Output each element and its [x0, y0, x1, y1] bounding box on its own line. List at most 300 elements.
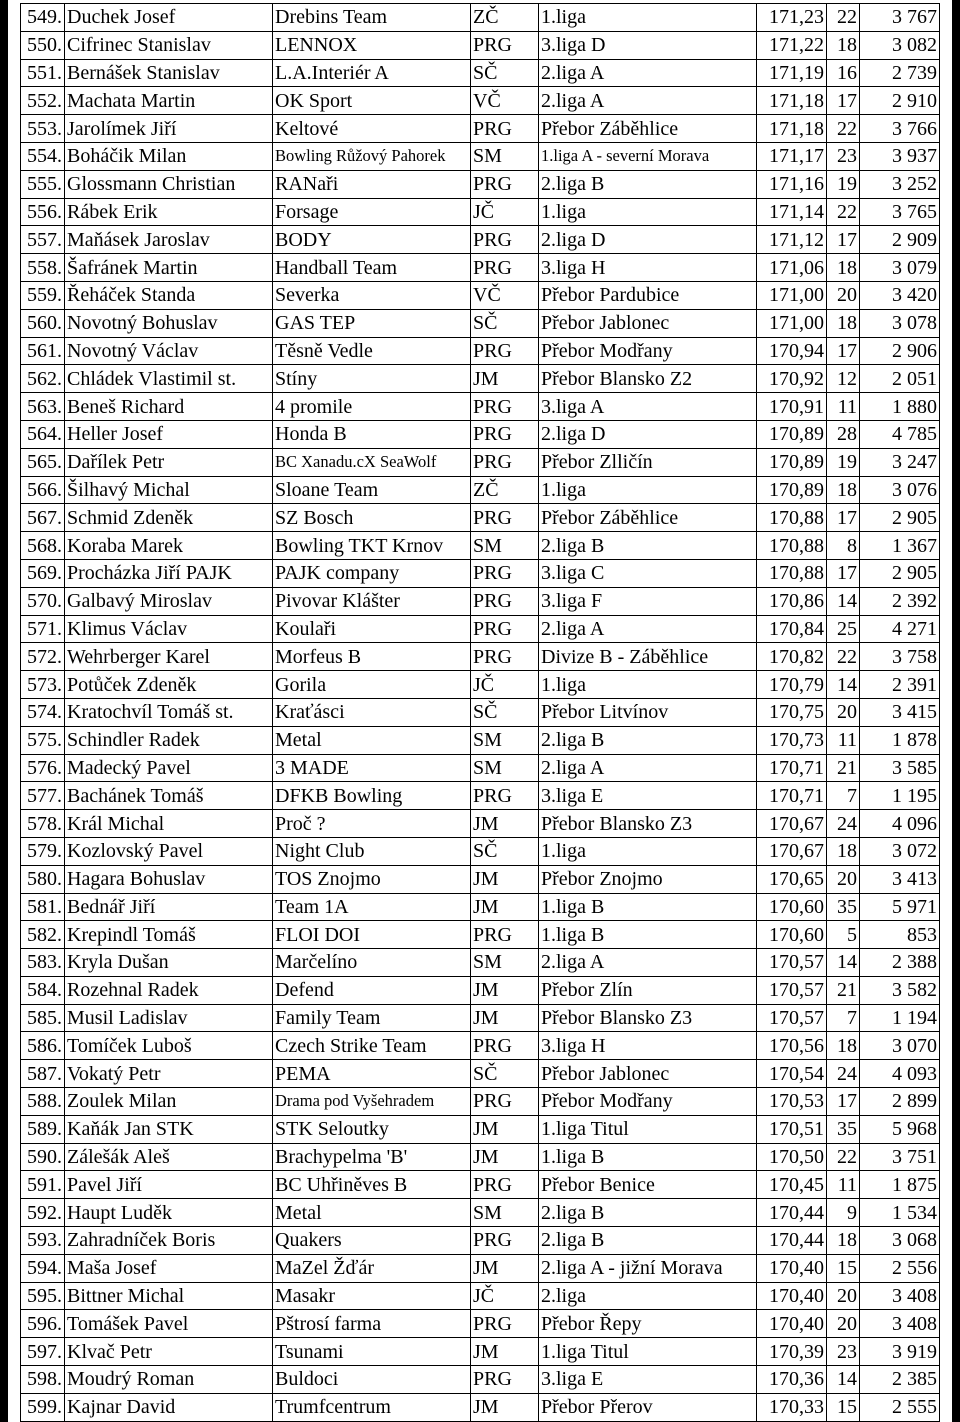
- games-cell: 19: [827, 170, 860, 198]
- region-cell: PRG: [471, 1171, 539, 1199]
- table-row: [21, 1143, 940, 1171]
- games-cell: 18: [827, 476, 860, 504]
- region-cell: PRG: [471, 115, 539, 143]
- rank-cell: 589.: [21, 1115, 65, 1143]
- rank-cell: 569.: [21, 559, 65, 587]
- player-name-cell: Bachánek Tomáš: [65, 782, 273, 810]
- team-cell: BC Uhřiněves B: [273, 1171, 471, 1199]
- table-row: [21, 1310, 940, 1338]
- total-pins-cell: 2 051: [860, 365, 940, 393]
- table-row: [21, 976, 940, 1004]
- rank-cell: 593.: [21, 1227, 65, 1255]
- player-name-cell: Zahradníček Boris: [65, 1227, 273, 1255]
- player-name-cell: Kaňák Jan STK: [65, 1115, 273, 1143]
- average-cell: 171,14: [757, 198, 827, 226]
- average-cell: 170,45: [757, 1171, 827, 1199]
- rank-cell: 549.: [21, 4, 65, 32]
- table-row: [21, 1393, 940, 1421]
- rank-cell: 558.: [21, 254, 65, 282]
- average-cell: 171,22: [757, 31, 827, 59]
- region-cell: PRG: [471, 643, 539, 671]
- average-cell: 170,60: [757, 893, 827, 921]
- league-cell: 2.liga D: [539, 226, 757, 254]
- total-pins-cell: 3 420: [860, 281, 940, 309]
- team-cell: Drebins Team: [273, 4, 471, 32]
- average-cell: 170,36: [757, 1366, 827, 1394]
- league-cell: 1.liga B: [539, 893, 757, 921]
- region-cell: JM: [471, 1004, 539, 1032]
- league-cell: 2.liga A - jižní Morava: [539, 1254, 757, 1282]
- total-pins-cell: 3 766: [860, 115, 940, 143]
- games-cell: 28: [827, 420, 860, 448]
- games-cell: 17: [827, 226, 860, 254]
- games-cell: 22: [827, 198, 860, 226]
- team-cell: Honda B: [273, 420, 471, 448]
- team-cell: Bowling Růžový Pahorek: [273, 142, 471, 170]
- total-pins-cell: 2 556: [860, 1254, 940, 1282]
- player-name-cell: Jarolímek Jiří: [65, 115, 273, 143]
- player-name-cell: Maša Josef: [65, 1254, 273, 1282]
- table-row: [21, 337, 940, 365]
- player-name-cell: Glossmann Christian: [65, 170, 273, 198]
- average-cell: 171,19: [757, 59, 827, 87]
- player-name-cell: Novotný Bohuslav: [65, 309, 273, 337]
- player-name-cell: Zálešák Aleš: [65, 1143, 273, 1171]
- region-cell: JČ: [471, 1282, 539, 1310]
- table-row: [21, 754, 940, 782]
- player-name-cell: Zoulek Milan: [65, 1088, 273, 1116]
- average-cell: 171,12: [757, 226, 827, 254]
- region-cell: SČ: [471, 59, 539, 87]
- region-cell: SČ: [471, 309, 539, 337]
- team-cell: Buldoci: [273, 1366, 471, 1394]
- table-row: [21, 393, 940, 421]
- table-row: [21, 448, 940, 476]
- games-cell: 22: [827, 115, 860, 143]
- table-row: [21, 254, 940, 282]
- average-cell: 170,57: [757, 949, 827, 977]
- region-cell: SČ: [471, 698, 539, 726]
- player-name-cell: Krepindl Tomáš: [65, 921, 273, 949]
- rank-cell: 583.: [21, 949, 65, 977]
- team-cell: MaZel Žďár: [273, 1254, 471, 1282]
- table-row: [21, 4, 940, 32]
- region-cell: JM: [471, 1338, 539, 1366]
- region-cell: SM: [471, 726, 539, 754]
- player-name-cell: Potůček Zdeněk: [65, 671, 273, 699]
- league-cell: Přebor Modřany: [539, 1088, 757, 1116]
- table-row: [21, 309, 940, 337]
- total-pins-cell: 3 919: [860, 1338, 940, 1366]
- team-cell: Brachypelma 'B': [273, 1143, 471, 1171]
- league-cell: 2.liga B: [539, 170, 757, 198]
- player-name-cell: Novotný Václav: [65, 337, 273, 365]
- average-cell: 170,92: [757, 365, 827, 393]
- rank-cell: 568.: [21, 532, 65, 560]
- total-pins-cell: 2 905: [860, 504, 940, 532]
- league-cell: Přebor Znojmo: [539, 865, 757, 893]
- total-pins-cell: 3 068: [860, 1227, 940, 1255]
- average-cell: 170,40: [757, 1310, 827, 1338]
- region-cell: JM: [471, 1254, 539, 1282]
- rank-cell: 596.: [21, 1310, 65, 1338]
- table-row: [21, 281, 940, 309]
- table-row: [21, 476, 940, 504]
- table-row: [21, 532, 940, 560]
- team-cell: 4 promile: [273, 393, 471, 421]
- rank-cell: 560.: [21, 309, 65, 337]
- games-cell: 25: [827, 615, 860, 643]
- region-cell: SM: [471, 949, 539, 977]
- region-cell: ZČ: [471, 4, 539, 32]
- table-row: [21, 587, 940, 615]
- games-cell: 35: [827, 893, 860, 921]
- table-row: [21, 949, 940, 977]
- total-pins-cell: 3 408: [860, 1310, 940, 1338]
- table-row: [21, 170, 940, 198]
- rank-cell: 552.: [21, 87, 65, 115]
- average-cell: 171,06: [757, 254, 827, 282]
- player-name-cell: Heller Josef: [65, 420, 273, 448]
- rank-cell: 582.: [21, 921, 65, 949]
- region-cell: PRG: [471, 254, 539, 282]
- region-cell: VČ: [471, 281, 539, 309]
- league-cell: 2.liga B: [539, 726, 757, 754]
- games-cell: 17: [827, 1088, 860, 1116]
- league-cell: 1.liga: [539, 671, 757, 699]
- rank-cell: 550.: [21, 31, 65, 59]
- games-cell: 24: [827, 1060, 860, 1088]
- rank-cell: 584.: [21, 976, 65, 1004]
- rank-cell: 563.: [21, 393, 65, 421]
- total-pins-cell: 3 767: [860, 4, 940, 32]
- team-cell: BC Xanadu.cX SeaWolf: [273, 448, 471, 476]
- table-row: [21, 365, 940, 393]
- total-pins-cell: 3 751: [860, 1143, 940, 1171]
- region-cell: JM: [471, 810, 539, 838]
- average-cell: 170,88: [757, 532, 827, 560]
- league-cell: 1.liga Titul: [539, 1115, 757, 1143]
- team-cell: Tsunami: [273, 1338, 471, 1366]
- rank-cell: 567.: [21, 504, 65, 532]
- region-cell: PRG: [471, 170, 539, 198]
- league-cell: 3.liga F: [539, 587, 757, 615]
- average-cell: 171,18: [757, 87, 827, 115]
- player-name-cell: Schmid Zdeněk: [65, 504, 273, 532]
- average-cell: 170,40: [757, 1254, 827, 1282]
- team-cell: Stíny: [273, 365, 471, 393]
- rank-cell: 561.: [21, 337, 65, 365]
- league-cell: 2.liga A: [539, 87, 757, 115]
- team-cell: Czech Strike Team: [273, 1032, 471, 1060]
- rank-cell: 598.: [21, 1366, 65, 1394]
- rank-cell: 555.: [21, 170, 65, 198]
- player-name-cell: Řeháček Standa: [65, 281, 273, 309]
- rank-cell: 559.: [21, 281, 65, 309]
- rank-cell: 576.: [21, 754, 65, 782]
- league-cell: 2.liga: [539, 1282, 757, 1310]
- league-cell: 2.liga A: [539, 754, 757, 782]
- games-cell: 11: [827, 1171, 860, 1199]
- region-cell: PRG: [471, 31, 539, 59]
- average-cell: 170,94: [757, 337, 827, 365]
- team-cell: LENNOX: [273, 31, 471, 59]
- total-pins-cell: 3 937: [860, 142, 940, 170]
- player-name-cell: Král Michal: [65, 810, 273, 838]
- games-cell: 20: [827, 698, 860, 726]
- team-cell: OK Sport: [273, 87, 471, 115]
- total-pins-cell: 5 968: [860, 1115, 940, 1143]
- player-name-cell: Koraba Marek: [65, 532, 273, 560]
- rank-cell: 590.: [21, 1143, 65, 1171]
- table-row: [21, 87, 940, 115]
- rank-cell: 573.: [21, 671, 65, 699]
- table-row: [21, 1115, 940, 1143]
- average-cell: 170,57: [757, 976, 827, 1004]
- league-cell: 3.liga D: [539, 31, 757, 59]
- total-pins-cell: 3 582: [860, 976, 940, 1004]
- total-pins-cell: 853: [860, 921, 940, 949]
- table-row: [21, 1199, 940, 1227]
- league-cell: Přebor Benice: [539, 1171, 757, 1199]
- player-name-cell: Bittner Michal: [65, 1282, 273, 1310]
- region-cell: PRG: [471, 1088, 539, 1116]
- rank-cell: 574.: [21, 698, 65, 726]
- average-cell: 170,73: [757, 726, 827, 754]
- games-cell: 18: [827, 31, 860, 59]
- table-row: [21, 226, 940, 254]
- player-name-cell: Galbavý Miroslav: [65, 587, 273, 615]
- region-cell: PRG: [471, 615, 539, 643]
- player-name-cell: Šilhavý Michal: [65, 476, 273, 504]
- league-cell: Přebor Modřany: [539, 337, 757, 365]
- league-cell: Přebor Blansko Z2: [539, 365, 757, 393]
- player-name-cell: Procházka Jiří PAJK: [65, 559, 273, 587]
- region-cell: PRG: [471, 1032, 539, 1060]
- team-cell: L.A.Interiér A: [273, 59, 471, 87]
- team-cell: 3 MADE: [273, 754, 471, 782]
- table-row: [21, 198, 940, 226]
- region-cell: PRG: [471, 226, 539, 254]
- team-cell: Night Club: [273, 837, 471, 865]
- games-cell: 24: [827, 810, 860, 838]
- average-cell: 170,67: [757, 837, 827, 865]
- games-cell: 15: [827, 1254, 860, 1282]
- page-border-left: [0, 0, 8, 1422]
- total-pins-cell: 3 408: [860, 1282, 940, 1310]
- average-cell: 170,54: [757, 1060, 827, 1088]
- average-cell: 170,56: [757, 1032, 827, 1060]
- average-cell: 171,00: [757, 309, 827, 337]
- total-pins-cell: 3 078: [860, 309, 940, 337]
- games-cell: 18: [827, 309, 860, 337]
- table-row: [21, 59, 940, 87]
- team-cell: Gorila: [273, 671, 471, 699]
- team-cell: TOS Znojmo: [273, 865, 471, 893]
- rank-cell: 588.: [21, 1088, 65, 1116]
- table-row: [21, 643, 940, 671]
- region-cell: PRG: [471, 337, 539, 365]
- region-cell: JM: [471, 865, 539, 893]
- games-cell: 22: [827, 643, 860, 671]
- team-cell: Morfeus B: [273, 643, 471, 671]
- league-cell: 3.liga C: [539, 559, 757, 587]
- league-cell: 3.liga H: [539, 1032, 757, 1060]
- region-cell: JM: [471, 976, 539, 1004]
- team-cell: Team 1A: [273, 893, 471, 921]
- league-cell: 2.liga A: [539, 59, 757, 87]
- league-cell: Přebor Přerov: [539, 1393, 757, 1421]
- total-pins-cell: 4 271: [860, 615, 940, 643]
- table-row: [21, 698, 940, 726]
- total-pins-cell: 2 391: [860, 671, 940, 699]
- region-cell: PRG: [471, 1310, 539, 1338]
- rank-cell: 557.: [21, 226, 65, 254]
- table-row: [21, 921, 940, 949]
- region-cell: JM: [471, 893, 539, 921]
- league-cell: Přebor Litvínov: [539, 698, 757, 726]
- average-cell: 170,88: [757, 559, 827, 587]
- games-cell: 23: [827, 142, 860, 170]
- team-cell: Těsně Vedle: [273, 337, 471, 365]
- total-pins-cell: 3 247: [860, 448, 940, 476]
- team-cell: Drama pod Vyšehradem: [273, 1088, 471, 1116]
- average-cell: 170,91: [757, 393, 827, 421]
- total-pins-cell: 3 758: [860, 643, 940, 671]
- average-cell: 170,89: [757, 448, 827, 476]
- region-cell: VČ: [471, 87, 539, 115]
- games-cell: 8: [827, 532, 860, 560]
- average-cell: 170,67: [757, 810, 827, 838]
- league-cell: 2.liga A: [539, 615, 757, 643]
- player-name-cell: Tomášek Pavel: [65, 1310, 273, 1338]
- team-cell: DFKB Bowling: [273, 782, 471, 810]
- league-cell: 1.liga B: [539, 921, 757, 949]
- total-pins-cell: 1 195: [860, 782, 940, 810]
- games-cell: 21: [827, 976, 860, 1004]
- total-pins-cell: 1 367: [860, 532, 940, 560]
- league-cell: Přebor Zlličín: [539, 448, 757, 476]
- region-cell: SČ: [471, 1060, 539, 1088]
- table-row: [21, 1004, 940, 1032]
- team-cell: Severka: [273, 281, 471, 309]
- rank-cell: 578.: [21, 810, 65, 838]
- rank-cell: 551.: [21, 59, 65, 87]
- league-cell: Přebor Jablonec: [539, 1060, 757, 1088]
- table-row: [21, 893, 940, 921]
- player-name-cell: Kratochvíl Tomáš st.: [65, 698, 273, 726]
- player-name-cell: Wehrberger Karel: [65, 643, 273, 671]
- league-cell: 2.liga B: [539, 1227, 757, 1255]
- games-cell: 35: [827, 1115, 860, 1143]
- region-cell: JM: [471, 1115, 539, 1143]
- player-name-cell: Hagara Bohuslav: [65, 865, 273, 893]
- region-cell: JM: [471, 1143, 539, 1171]
- player-name-cell: Bednář Jiří: [65, 893, 273, 921]
- table-row: [21, 504, 940, 532]
- player-name-cell: Kajnar David: [65, 1393, 273, 1421]
- league-cell: 1.liga: [539, 4, 757, 32]
- rank-cell: 587.: [21, 1060, 65, 1088]
- region-cell: SM: [471, 142, 539, 170]
- team-cell: Proč ?: [273, 810, 471, 838]
- total-pins-cell: 3 585: [860, 754, 940, 782]
- rank-cell: 571.: [21, 615, 65, 643]
- table-row: [21, 615, 940, 643]
- rank-cell: 595.: [21, 1282, 65, 1310]
- average-cell: 170,44: [757, 1199, 827, 1227]
- rank-cell: 599.: [21, 1393, 65, 1421]
- table-row: [21, 559, 940, 587]
- team-cell: STK Seloutky: [273, 1115, 471, 1143]
- total-pins-cell: 1 875: [860, 1171, 940, 1199]
- region-cell: PRG: [471, 1366, 539, 1394]
- total-pins-cell: 1 194: [860, 1004, 940, 1032]
- average-cell: 170,60: [757, 921, 827, 949]
- average-cell: 170,86: [757, 587, 827, 615]
- total-pins-cell: 2 555: [860, 1393, 940, 1421]
- team-cell: PEMA: [273, 1060, 471, 1088]
- team-cell: Sloane Team: [273, 476, 471, 504]
- games-cell: 11: [827, 726, 860, 754]
- region-cell: PRG: [471, 504, 539, 532]
- league-cell: 3.liga A: [539, 393, 757, 421]
- rank-cell: 553.: [21, 115, 65, 143]
- table-row: [21, 782, 940, 810]
- region-cell: SČ: [471, 837, 539, 865]
- games-cell: 20: [827, 1282, 860, 1310]
- average-cell: 170,40: [757, 1282, 827, 1310]
- rank-cell: 572.: [21, 643, 65, 671]
- team-cell: FLOI DOI: [273, 921, 471, 949]
- league-cell: Přebor Řepy: [539, 1310, 757, 1338]
- games-cell: 14: [827, 587, 860, 615]
- team-cell: Family Team: [273, 1004, 471, 1032]
- rank-cell: 562.: [21, 365, 65, 393]
- table-row: [21, 420, 940, 448]
- total-pins-cell: 2 899: [860, 1088, 940, 1116]
- total-pins-cell: 3 079: [860, 254, 940, 282]
- team-cell: GAS TEP: [273, 309, 471, 337]
- region-cell: SM: [471, 754, 539, 782]
- total-pins-cell: 5 971: [860, 893, 940, 921]
- total-pins-cell: 2 910: [860, 87, 940, 115]
- league-cell: 1.liga: [539, 837, 757, 865]
- table-row: [21, 1254, 940, 1282]
- rank-cell: 597.: [21, 1338, 65, 1366]
- player-name-cell: Klimus Václav: [65, 615, 273, 643]
- league-cell: 1.liga: [539, 476, 757, 504]
- player-name-cell: Maňásek Jaroslav: [65, 226, 273, 254]
- team-cell: Quakers: [273, 1227, 471, 1255]
- team-cell: Bowling TKT Krnov: [273, 532, 471, 560]
- page-border-right: [952, 0, 960, 1422]
- player-name-cell: Bernášek Stanislav: [65, 59, 273, 87]
- total-pins-cell: 3 413: [860, 865, 940, 893]
- league-cell: 1.liga Titul: [539, 1338, 757, 1366]
- total-pins-cell: 4 093: [860, 1060, 940, 1088]
- region-cell: SM: [471, 532, 539, 560]
- rank-cell: 570.: [21, 587, 65, 615]
- average-cell: 171,18: [757, 115, 827, 143]
- total-pins-cell: 4 785: [860, 420, 940, 448]
- average-cell: 170,51: [757, 1115, 827, 1143]
- average-cell: 170,65: [757, 865, 827, 893]
- region-cell: PRG: [471, 587, 539, 615]
- player-name-cell: Dařílek Petr: [65, 448, 273, 476]
- table-row: [21, 837, 940, 865]
- team-cell: Metal: [273, 1199, 471, 1227]
